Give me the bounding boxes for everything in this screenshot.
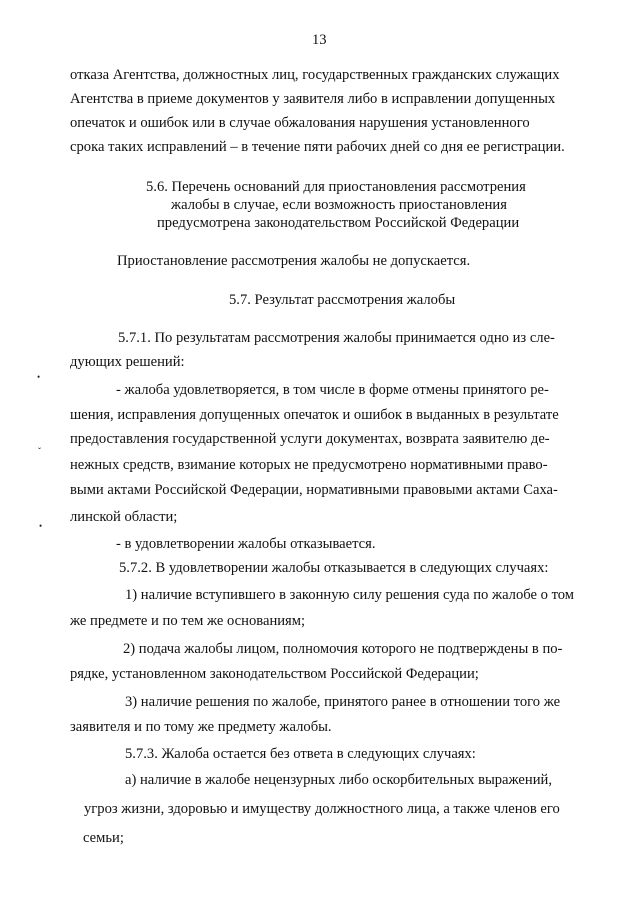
text-line: рядке, установленном законодательством Российской Федерации;: [70, 666, 479, 682]
text-line: же предмете и по тем же основаниям;: [70, 613, 306, 629]
scan-mark: ˇ: [38, 446, 41, 456]
text-line: семьи;: [83, 830, 124, 846]
text-line: 5.7.1. По результатам рассмотрения жалобы принимается одно из сле-: [118, 330, 555, 346]
text-line: отказа Агентства, должностных лиц, государственных гражданских служащих: [70, 67, 560, 83]
scan-mark: •: [37, 372, 41, 382]
text-line: шения, исправления допущенных опечаток и ошибок в выданных в результате: [70, 407, 559, 423]
page-number: 13: [312, 32, 327, 48]
scan-mark: •: [39, 521, 43, 531]
text-line: предоставления государственной услуги документах, возврата заявителю де-: [70, 431, 550, 447]
text-line: срока таких исправлений – в течение пяти рабочих дней со дня ее регистрации.: [70, 139, 565, 155]
text-line: Агентства в приеме документов у заявителя либо в исправлении допущенных: [70, 91, 556, 107]
text-line: - жалоба удовлетворяется, в том числе в форме отмены принятого ре-: [116, 382, 549, 398]
section-heading: 5.6. Перечень оснований для приостановления рассмотрения: [146, 179, 526, 195]
text-line: а) наличие в жалобе нецензурных либо оскорбительных выражений,: [125, 772, 552, 788]
text-line: 2) подача жалобы лицом, полномочия которого не подтверждены в по-: [123, 641, 563, 657]
text-line: 3) наличие решения по жалобе, принятого ранее в отношении того же: [125, 694, 561, 710]
text-line: выми актами Российской Федерации, нормативными правовыми актами Саха-: [70, 482, 558, 498]
text-line: 5.7.2. В удовлетворении жалобы отказывается в следующих случаях:: [119, 560, 549, 576]
text-line: заявителя и по тому же предмету жалобы.: [70, 719, 332, 735]
text-line: - в удовлетворении жалобы отказывается.: [116, 536, 376, 552]
text-line: нежных средств, взимание которых не предусмотрено нормативными право-: [70, 457, 548, 473]
text-line: Приостановление рассмотрения жалобы не допускается.: [117, 253, 471, 269]
text-line: 5.7.3. Жалоба остается без ответа в следующих случаях:: [125, 746, 476, 762]
text-line: опечаток и ошибок или в случае обжалования нарушения установленного: [70, 115, 530, 131]
section-heading: предусмотрена законодательством Российской Федерации: [157, 215, 520, 231]
text-line: угроз жизни, здоровью и имуществу должностного лица, а также членов его: [84, 801, 560, 817]
text-line: 1) наличие вступившего в законную силу решения суда по жалобе о том: [125, 587, 575, 603]
text-line: дующих решений:: [70, 354, 185, 370]
text-line: линской области;: [70, 509, 178, 525]
section-heading: жалобы в случае, если возможность приостановления: [171, 197, 507, 213]
section-heading: 5.7. Результат рассмотрения жалобы: [229, 292, 456, 308]
